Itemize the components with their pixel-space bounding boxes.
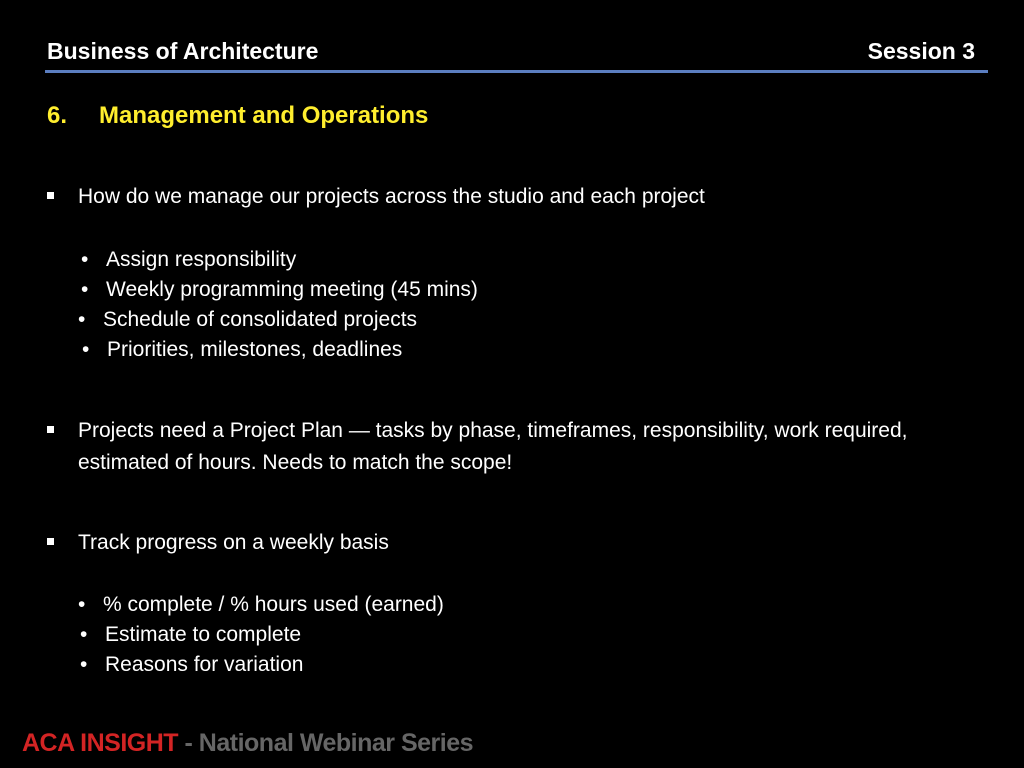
sub-bullet-text: % complete / % hours used (earned) — [103, 593, 444, 616]
sub-bullet-item — [81, 245, 296, 275]
section-heading — [47, 102, 428, 130]
dot-bullet-icon: • — [78, 308, 86, 331]
section-number: 6. — [47, 102, 68, 129]
sub-bullet-item — [78, 305, 417, 335]
sub-bullet-item — [78, 590, 444, 620]
header-divider — [45, 70, 988, 73]
sub-bullet-text: Reasons for variation — [105, 653, 304, 676]
sub-bullet-text: Assign responsibility — [106, 248, 297, 271]
dot-bullet-icon: • — [80, 623, 88, 646]
dot-bullet-icon: • — [82, 338, 90, 361]
square-bullet-icon — [47, 426, 54, 433]
dot-bullet-icon: • — [78, 593, 86, 616]
square-bullet-icon — [47, 538, 54, 545]
bullet-text: Projects need a Project Plan — tasks by phase, timeframes, responsibility, work required, estimated of hours. Needs to match the scope! — [78, 419, 908, 474]
bullet-text: Track progress on a weekly basis — [78, 531, 389, 554]
session-label: Session 3 — [867, 38, 975, 64]
bullet-text: How do we manage our projects across the studio and each project — [78, 185, 705, 208]
sub-bullet-text: Schedule of consolidated projects — [103, 308, 418, 331]
dot-bullet-icon: • — [81, 248, 89, 271]
sub-bullet-item — [82, 335, 402, 365]
sub-bullet-item — [80, 650, 303, 680]
footer-banner — [22, 729, 473, 758]
sub-bullet-item — [80, 620, 301, 650]
dot-bullet-icon: • — [81, 278, 89, 301]
series-label: - National Webinar Series — [178, 729, 474, 757]
sub-bullet-text: Estimate to complete — [105, 623, 302, 646]
dot-bullet-icon: • — [80, 653, 88, 676]
sub-bullet-item — [81, 275, 478, 305]
section-title: Management and Operations — [99, 102, 429, 129]
brand-logo-text: ACA INSIGHT — [22, 729, 179, 757]
square-bullet-icon — [47, 192, 54, 199]
sub-bullet-text: Weekly programming meeting (45 mins) — [106, 278, 478, 301]
header-title: Business of Architecture — [47, 38, 319, 64]
sub-bullet-text: Priorities, milestones, deadlines — [107, 338, 403, 361]
